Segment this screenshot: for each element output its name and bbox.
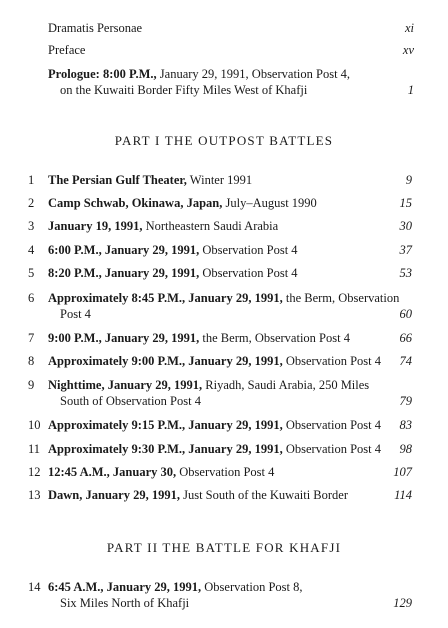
toc-entry-page: 74 [399,354,412,368]
prologue-lead: Prologue: [48,67,100,81]
chapter-number: 3 [28,219,35,233]
toc-entry-page: xv [402,43,414,57]
toc-entry-page: 15 [399,196,412,210]
toc-entry-page: 37 [399,243,412,257]
chapter-title: Approximately 9:15 P.M., January 29, 1991, Observation Post 4 [48,418,381,432]
prologue-line1: January 29, 1991, Observation Post 4, [156,67,351,81]
chapter-number: 8 [28,354,35,368]
toc-entry-page: 114 [394,488,412,502]
chapter-title: Camp Schwab, Okinawa, Japan, July–August 1990 [48,196,317,210]
chapter-title-line2: South of Observation Post 4 [60,394,201,408]
toc-entry-page: 83 [399,418,412,432]
toc-entry [0,265,448,281]
toc-entry-page: xi [404,21,414,35]
toc-entry-page: 9 [405,173,412,187]
chapter-title: The Persian Gulf Theater, Winter 1991 [48,173,253,187]
toc-entry-title: Preface [48,43,86,57]
toc-entry [0,510,448,526]
chapter-number: 5 [28,266,35,280]
chapter-title-line2: Post 4 [60,307,91,321]
toc-entry [0,290,448,324]
chapter-title: Approximately 8:45 P.M., January 29, 1991, the Berm, Observation [48,291,400,305]
chapter-number: 4 [28,243,35,257]
chapter-number: 10 [28,418,41,432]
chapter-number: 14 [28,580,41,594]
toc-entry [0,242,448,258]
toc-entry-page: 79 [399,394,412,408]
toc-entry [0,464,448,480]
chapter-title: Dawn, January 29, 1991, Just South of the Kuwaiti Border [48,488,349,502]
part-heading: PART II THE BATTLE FOR KHAFJI [106,540,342,555]
toc-entry-page: 107 [393,465,412,479]
chapter-number: 12 [28,465,41,479]
chapter-title: 9:00 P.M., January 29, 1991, the Berm, Observation Post 4 [48,331,350,345]
toc-entry-page: 1 [407,83,414,97]
toc-entry [0,487,448,503]
chapter-title: 6:45 A.M., January 29, 1991, Observation Post 8, [48,580,303,594]
toc-entry-page: 30 [399,219,412,233]
toc-entry [0,377,448,411]
toc-entry [0,330,448,346]
chapter-number: 13 [28,488,41,502]
chapter-number: 1 [28,173,35,187]
toc-entry [0,353,448,369]
chapter-title: Nighttime, January 29, 1991, Riyadh, Saudi Arabia, 250 Miles [48,378,370,392]
toc-entry-page: 60 [399,307,412,321]
toc-entry [0,579,448,613]
chapter-number: 9 [28,378,35,392]
part-heading: PART I THE OUTPOST BATTLES [114,133,334,148]
chapter-title: 6:00 P.M., January 29, 1991, Observation Post 4 [48,243,298,257]
toc-entry-dramatis-personae [48,20,414,36]
toc-entry [0,417,448,433]
toc-entry-page: 98 [399,442,412,456]
prologue-time: 8:00 P.M., [102,67,157,81]
chapter-number: 11 [28,442,41,456]
toc-entry-prologue [48,66,414,100]
toc-entry-title: Dramatis Personae [48,21,143,35]
toc-entry-page: 129 [393,596,412,610]
chapter-title: 12:45 A.M., January 30, Observation Post 4 [48,465,275,479]
chapter-title: Approximately 9:30 P.M., January 29, 1991, Observation Post 4 [48,442,381,456]
chapter-title: January 19, 1991, Northeastern Saudi Arabia [48,219,279,233]
chapter-number: 6 [28,291,35,305]
chapter-title: 8:20 P.M., January 29, 1991, Observation Post 4 [48,266,298,280]
toc-entry-page: 66 [399,331,412,345]
toc-entry [0,195,448,211]
chapter-number: 7 [28,331,35,345]
toc-entry-title [48,66,350,82]
toc-entry [0,172,448,188]
toc-entry [0,441,448,457]
chapter-number: 2 [28,196,35,210]
prologue-line2: on the Kuwaiti Border Fifty Miles West of Khafji [60,83,308,97]
toc-entry-preface [48,42,414,58]
chapter-title-line2: Six Miles North of Khafji [60,596,190,610]
toc-entry [0,218,448,234]
toc-entry-page: 53 [399,266,412,280]
chapter-title: Approximately 9:00 P.M., January 29, 1991, Observation Post 4 [48,354,381,368]
